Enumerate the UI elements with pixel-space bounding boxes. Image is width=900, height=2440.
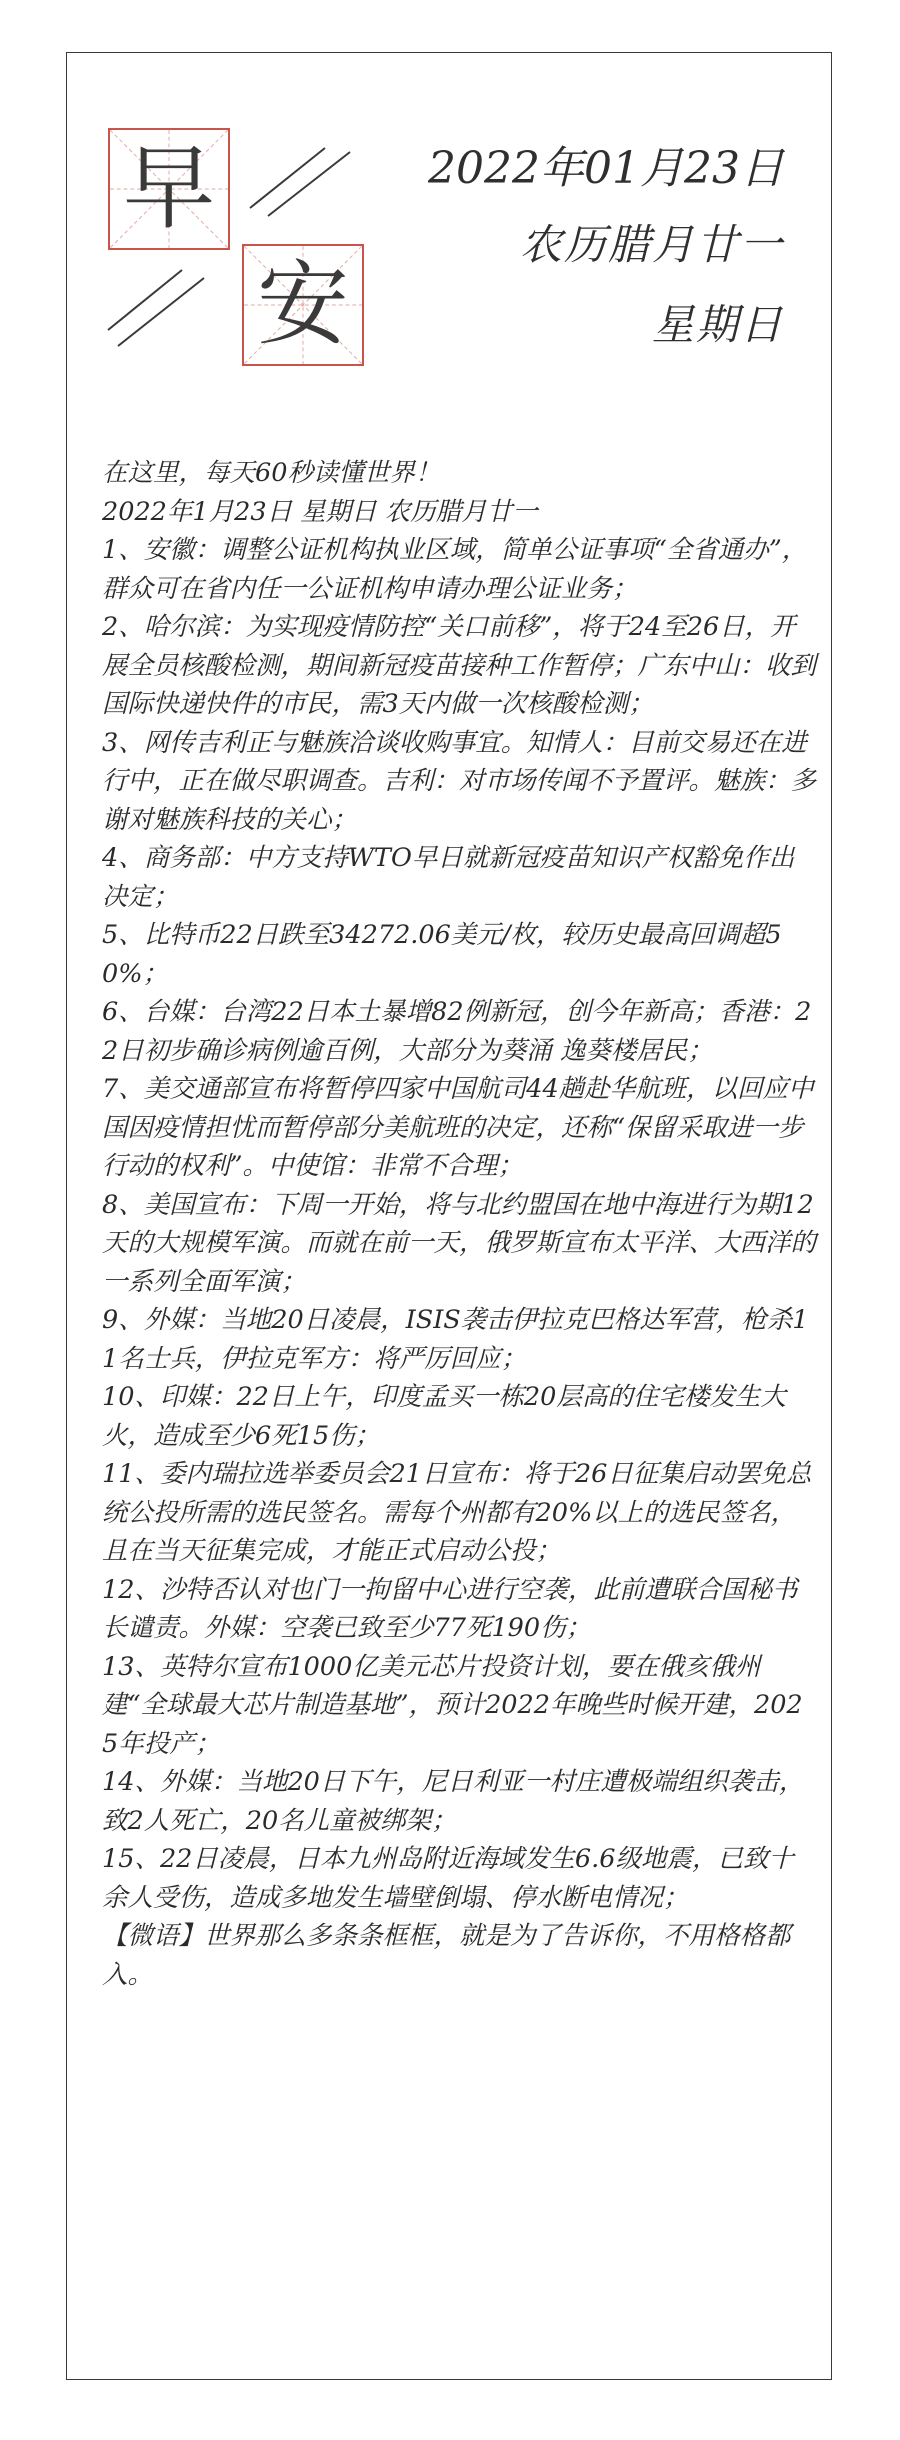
greeting-char-bottom: 安: [256, 251, 349, 358]
news-item: 4、商务部：中方支持WTO早日就新冠疫苗知识产权豁免作出决定；: [102, 843, 795, 912]
news-item: 1、安徽：调整公证机构执业区域，简单公证事项“全省通办”，群众可在省内任一公证机构申请办理公证业务；: [102, 535, 808, 604]
lunar-date: 农历腊月廿一: [519, 220, 784, 269]
news-item: 5、比特币22日跌至34272.06美元/枚，较历史最高回调超50%；: [102, 920, 782, 989]
news-item: 10、印媒：22日上午，印度孟买一栋20层高的住宅楼发生大火，造成至少6死15伤；: [102, 1382, 786, 1451]
gregorian-date: 2022年01月23日: [428, 143, 784, 194]
news-item: 9、外媒：当地20日凌晨，ISIS袭击伊拉克巴格达军营，枪杀11名士兵，伊拉克军方：将严厉回应；: [102, 1305, 809, 1374]
intro-line: 在这里，每天60秒读懂世界！: [102, 458, 441, 488]
news-item: 11、委内瑞拉选举委员会21日宣布：将于26日征集启动罢免总统公投所需的选民签名。需每个州都有20%以上的选民签名，且在当天征集完成，才能正式启动公投；: [102, 1459, 812, 1566]
weekday: 星期日: [651, 300, 784, 349]
news-item: 6、台媒：台湾22日本土暴增82例新冠，创今年新高；香港：22日初步确诊病例逾百例，大部分为葵涌 逸葵楼居民；: [102, 997, 812, 1066]
news-item: 14、外媒：当地20日下午，尼日利亚一村庄遭极端组织袭击，致2人死亡，20名儿童被绑架；: [102, 1767, 805, 1836]
decorative-slash-lines: [100, 140, 380, 360]
greeting-char-top: 早: [122, 135, 215, 242]
date-summary-line: 2022年1月23日 星期日 农历腊月廿一: [102, 496, 538, 527]
news-item: 3、网传吉利正与魅族洽谈收购事宜。知情人：目前交易还在进行中，正在做尽职调查。吉利：对市场传闻不予置评。魅族：多谢对魅族科技的关心；: [102, 727, 817, 835]
news-item: 15、22日凌晨，日本九州岛附近海域发生6.6级地震，已致十余人受伤，造成多地发生墙壁倒塌、停水断电情况；: [102, 1844, 794, 1913]
news-item: 7、美交通部宣布将暂停四家中国航司44趟赴华航班，以回应中国因疫情担忧而暂停部分美航班的决定，还称“保留采取进一步行动的权利”。中使馆：非常不合理；: [102, 1074, 814, 1181]
news-item: 13、英特尔宣布1000亿美元芯片投资计划，要在俄亥俄州建“全球最大芯片制造基地”，预计2022年晚些时候开建，2025年投产；: [102, 1651, 803, 1759]
news-item: 12、沙特否认对也门一拘留中心进行空袭，此前遭联合国秘书长谴责。外媒：空袭已致至少77死190伤；: [102, 1574, 798, 1643]
news-content: [102, 454, 818, 1994]
news-item: 8、美国宣布：下周一开始，将与北约盟国在地中海进行为期12天的大规模军演。而就在前一天，俄罗斯宣布太平洋、大西洋的一系列全面军演；: [102, 1189, 817, 1297]
news-item: 2、哈尔滨：为实现疫情防控“关口前移”，将于24至26日，开展全员核酸检测，期间新冠疫苗接种工作暂停；广东中山：收到国际快递快件的市民，需3天内做一次核酸检测；: [102, 612, 817, 719]
daily-quote: 【微语】世界那么多条条框框，就是为了告诉你，不用格格都入。: [102, 1921, 791, 1990]
